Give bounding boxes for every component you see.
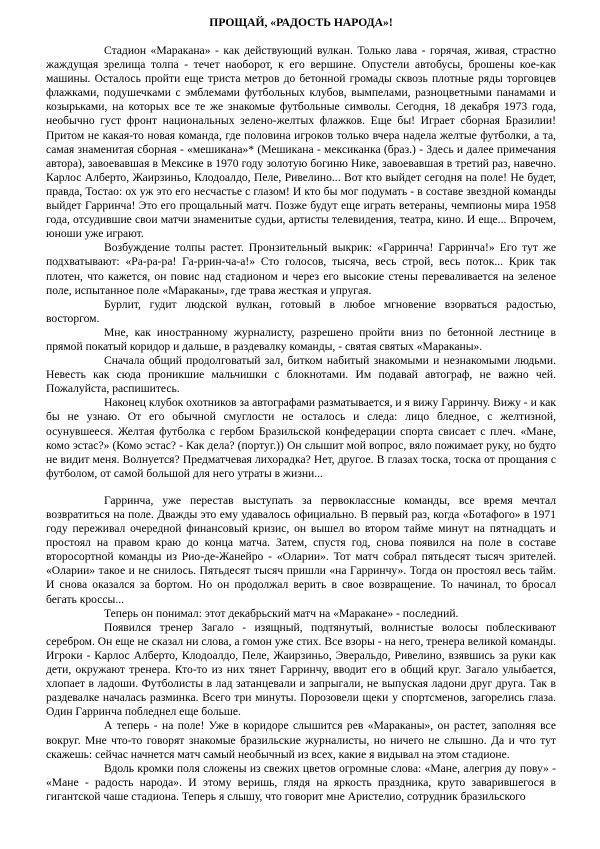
- paragraph-1: Стадион «Маракана» - как действующий вулкан. Только лава - горячая, живая, страстно жаждущая зрелища толпа - течет наоборот, к его вершине. Опустели автобусы, брошены кое-как машины. Осталось пройти еще триста метров до бетонной громады сквозь плотные ряды торговцев флажками, подушечками с эмблемами футбольных клубов, вымпелами, разноцветными панамами и козырьками, на которых все те же знакомые футбольные символы. Сегодня, 18 декабря 1973 года, необычно густ фронт национальных зелено-желтых флажков. Еще бы! Играет сборная Бразилии! Притом не какая-то новая команда, где половина игроков только вчера надела желтые футболки, а та, самая знаменитая сборная - «мешиканa»* (Мешикана - мексиканка (браз.) - Здесь и далее примечания автора), завоевавшая в Мексике в 1970 году золотую богиню Нике, завоевавшая в третий раз, навечно. Карлос Алберто, Жаирзиньо, Клодоалдо, Пеле, Ривелино... Вот кто выйдет сегодня на поле! Не будет, правда, Тостао: ох уж это его несчастье с глазом! И кто бы мог подумать - в составе звездной команды выйдет Гарринча! Это его прощальный матч. Позже будут еще играть ветераны, чемпионы мира 1958 года, отсудившие свои матчи знаменитые судьи, артисты телевидения, театра, кино. И еще... Впрочем, юноши уже играют.: [46, 44, 556, 241]
- paragraph-5: Сначала общий продолговатый зал, битком набитый знакомыми и незнакомыми людьми. Невесть как сюда проникшие мальчишки с блокнотами. Им подавай автограф, не важно чей. Пожалуйста, распишитесь.: [46, 354, 556, 396]
- paragraph-10: А теперь - на поле! Уже в коридоре слышится рев «Мараканы», он растет, заполняя все вокруг. Мне что-то говорят знакомые бразильские журналисты, но ничего не слышно. Да и что тут скажешь: сейчас начнется матч самый необычный из всех, какие я видывал на этом стадионе.: [46, 719, 556, 761]
- paragraph-7: Гарринча, уже перестав выступать за первоклассные команды, все время мечтал возвратиться на поле. Дважды это ему удавалось официально. В первый раз, когда «Ботафого» в 1971 году переживал очередной финансовый кризис, он вышел во втором тайме минут на пятнадцать и простоял на правом краю до конца матча. Затем, спустя год, снова появился на поле в составе второсортной команды из Рио-де-Жанейро - «Оларии». Тот матч собрал пятьдесят тысяч зрителей. «Оларии» такое и не снилось. Пятьдесят тысяч пришли «на Гарринчу». Тогда он простоял весь тайм. И снова оказался за бортом. Но он продолжал верить в свое возвращение. То начинал, то бросал бегать кроссы...: [46, 493, 556, 606]
- paragraph-6: Наконец клубок охотников за автографами разматывается, и я вижу Гарринчу. Вижу - и как бы не узнаю. От его обычной смуглости не осталось и следа: лицо бледное, с желтизной, осунувшееся. Желтая футболка с гербом Бразильской конфедерации спорта свисает с плеч. «Мане, комо эстас?» (Комо эстас? - Как дела? (португ.)) Он слышит мой вопрос, вяло пожимает руку, но будто не видит меня. Волнуется? Предматчевая лихорадка? Нет, другое. В глазах тоска, тоска от прощания с футболом, от самой большой для него утраты в жизни...: [46, 396, 556, 480]
- paragraph-8: Теперь он понимал: этот декабрьский матч на «Маракане» - последний.: [104, 606, 459, 620]
- paragraph-9: Появился тренер Загало - изящный, подтянутый, волнистые волосы поблескивают серебром. Он еще не сказал ни слова, а гомон уже стих. Все взоры - на него, тренера великой команды. Игроки - Карлос Алберто, Клодоалдо, Пеле, Жаирзиньо, Эверальдо, Ривелино, взявшись за руки как дети, окружают тренера. Кто-то из них тянет Гарринчу, вводит его в общий круг. Загало улыбается, хлопает в ладоши. Футболисты в лад затанцевали и запрыгали, не выпуская ладони друг друга. Так в раздевалке началась разминка. Всего три минуты. Порозовели щеки у спортсменов, загорелись глаза. Один Гарринча побледнел еще больше.: [46, 620, 556, 719]
- section-gap: [46, 481, 556, 494]
- paragraph-11: Вдоль кромки поля сложены из свежих цветов огромные слова: «Мане, алегрия ду пову» - «Мане - радость народа». И этому веришь, глядя на яркость праздника, круто заварившегося в гигантской чаше стадиона. Теперь я слышу, что говорит мне Аристелио, сотрудник бразильского: [46, 761, 556, 803]
- paragraph-2: Возбуждение толпы растет. Пронзительный выкрик: «Гарринча! Гарринча!» Его тут же подхватывают: «Ра-ра-ра! Га-ррин-ча-а!» Сто голосов, тысяча, весь строй, весь поток... Крик так плотен, что кажется, он повис над стадионом и через его высокие стены переваливается на зеленое поле, испытанное поле «Мараканы», где трава жесткая и упругая.: [46, 241, 556, 297]
- paragraph-3: Бурлит, гудит людской вулкан, готовый в любое мгновение взорваться радостью, восторгом.: [46, 297, 556, 325]
- paragraph-4: Мне, как иностранному журналисту, разрешено пройти вниз по бетонной лестнице в прямой покатый коридор и дальше, в раздевалку команды, - святая святых «Мараканы».: [46, 325, 556, 353]
- page-title: ПРОЩАЙ, «РАДОСТЬ НАРОДА»!: [209, 16, 393, 29]
